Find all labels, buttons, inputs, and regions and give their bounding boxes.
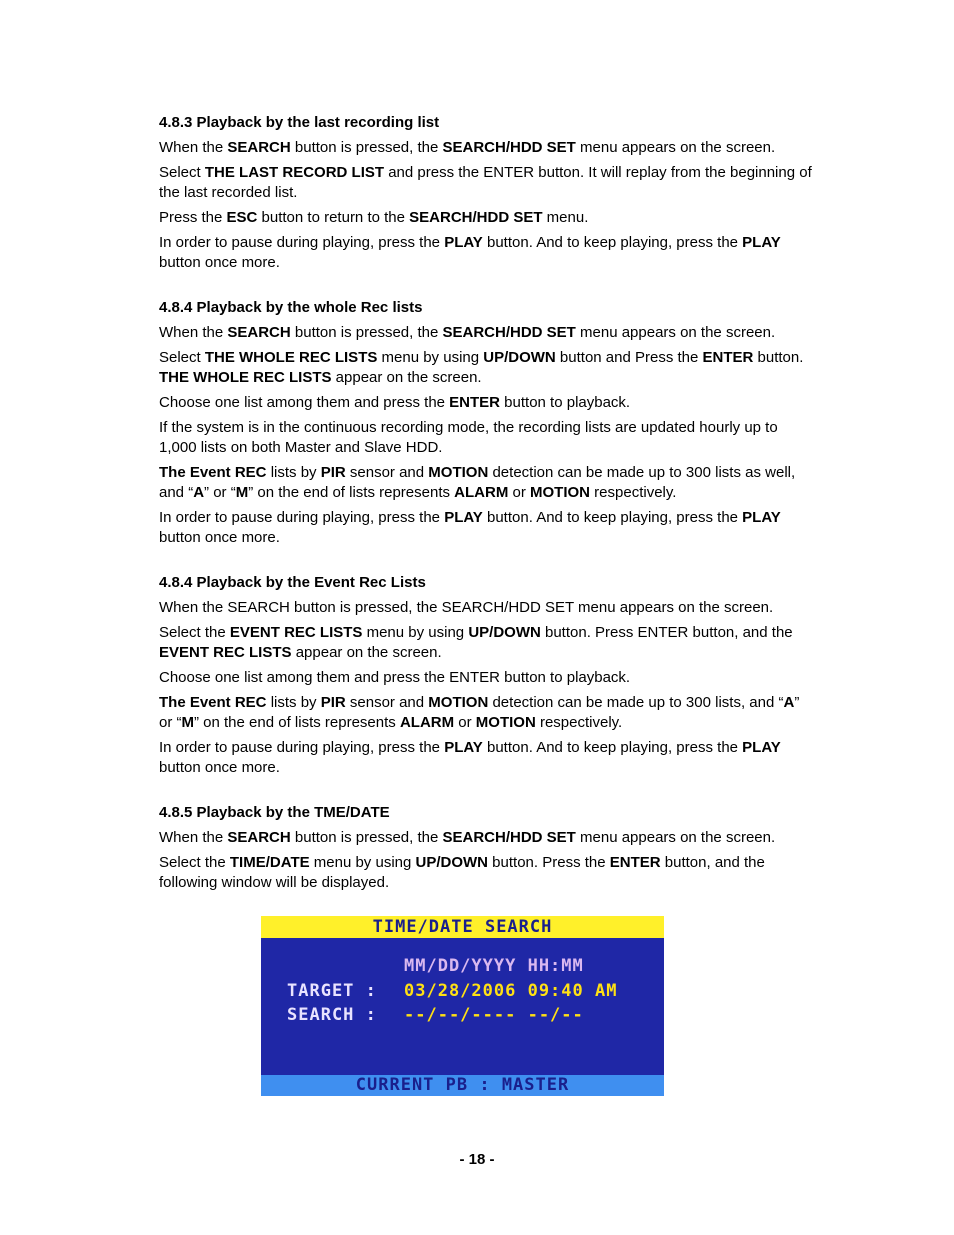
section [159,573,814,778]
paragraph [159,828,814,848]
text: button once more. [159,529,280,546]
osd-target-value: 03/28/2006 09:40 AM [404,981,618,1001]
bold-text: THE LAST RECORD LIST [204,164,385,181]
text: button. And to keep playing, press the [482,509,743,526]
text: When the [159,139,228,156]
paragraph [159,233,814,273]
bold-text: A [783,694,795,711]
text: ” or “ [204,484,236,501]
bold-text: MOTION [530,484,591,501]
bold-text: SEARCH/HDD SET [442,829,576,846]
text: When the [159,324,228,341]
osd-target-label: TARGET : [287,981,377,1001]
text: button to playback. [500,394,631,411]
text: In order to pause during playing, press the [159,739,445,756]
section-title: 4.8.3 Playback by the last recording list [159,114,440,131]
text: lists by [266,694,321,711]
bold-text: PIR [320,694,346,711]
text: appear on the screen. [331,369,482,386]
text: menu appears on the screen. [575,324,776,341]
paragraph [159,323,814,343]
text: Choose one list among them and press the ENTER button to playback. [159,669,631,686]
text: When the SEARCH button is pressed, the SEARCH/HDD SET menu appears on the screen. [159,599,774,616]
osd-format-header: MM/DD/YYYY HH:MM [404,956,584,976]
text: sensor and [345,694,429,711]
osd-search-value: --/--/---- --/-- [404,1005,584,1025]
section-title: 4.8.4 Playback by the Event Rec Lists [159,574,426,591]
bold-text: THE WHOLE REC LISTS [204,349,378,366]
bold-text: PLAY [742,234,781,251]
text: button is pressed, the [290,139,443,156]
text: button. Press the [488,854,610,871]
bold-text: SEARCH [227,324,291,341]
bold-text: PIR [320,464,346,481]
bold-text: MOTION [428,694,489,711]
text: menu by using [309,854,416,871]
section [159,803,814,893]
paragraph [159,693,814,733]
page-number: - 18 - [459,1151,495,1168]
osd-footer: CURRENT PB : MASTER [261,1075,664,1096]
document-body [159,113,814,898]
text: Select [159,349,205,366]
bold-text: A [193,484,205,501]
text: Select the [159,854,230,871]
paragraph [159,623,814,663]
text: menu appears on the screen. [575,139,776,156]
bold-text: SEARCH [227,829,291,846]
bold-text: SEARCH [227,139,291,156]
paragraph [159,598,814,618]
paragraph [159,668,814,688]
text: button. And to keep playing, press the [482,739,743,756]
text: appear on the screen. [291,644,442,661]
text: or [508,484,531,501]
paragraph [159,393,814,413]
text: menu appears on the screen. [575,829,776,846]
section-title: 4.8.5 Playback by the TME/DATE [159,804,390,821]
bold-text: PLAY [444,234,483,251]
bold-text: UP/DOWN [468,624,541,641]
bold-text: PLAY [742,509,781,526]
section [159,113,814,273]
osd-search-label: SEARCH : [287,1005,377,1025]
bold-text: SEARCH/HDD SET [442,139,576,156]
text: button to return to the [257,209,410,226]
bold-text: UP/DOWN [415,854,489,871]
text: menu by using [362,624,469,641]
paragraph [159,163,814,203]
text: button. And to keep playing, press the [482,234,743,251]
bold-text: SEARCH/HDD SET [409,209,543,226]
paragraph [159,138,814,158]
bold-text: The Event REC [159,694,267,711]
time-date-search-screen [261,916,664,1096]
bold-text: EVENT REC LISTS [229,624,363,641]
paragraph [159,853,814,893]
bold-text: THE WHOLE REC LISTS [159,369,332,386]
paragraph [159,208,814,228]
bold-text: ENTER [609,854,661,871]
text: button. [753,349,804,366]
text: In order to pause during playing, press the [159,234,445,251]
text: button. Press ENTER button, and the [540,624,793,641]
paragraph [159,348,814,388]
bold-text: ESC [226,209,258,226]
text: button, and the following window will be displayed. [159,854,765,891]
text: button and Press the [555,349,703,366]
text: Choose one list among them and press the [159,394,450,411]
text: or [454,714,476,731]
bold-text: SEARCH/HDD SET [442,324,576,341]
text: sensor and [345,464,429,481]
text: detection can be made up to 300 lists as well, and “ [159,464,796,501]
bold-text: PLAY [742,739,781,756]
text: ” or “ [159,694,800,731]
paragraph [159,463,814,503]
section [159,298,814,548]
paragraph [159,508,814,548]
paragraph [159,738,814,778]
text: menu. [542,209,589,226]
bold-text: PLAY [444,509,483,526]
text: menu by using [377,349,484,366]
text: button is pressed, the [290,829,443,846]
bold-text: M [181,714,194,731]
bold-text: M [235,484,249,501]
bold-text: EVENT REC LISTS [159,644,292,661]
text: When the [159,829,228,846]
text: If the system is in the continuous recording mode, the recording lists are updated hourly up to 1,000 lists on both Master and Slave HDD. [159,419,778,456]
text: detection can be made up to 300 lists, and “ [488,694,784,711]
paragraph [159,418,814,458]
text: Select [159,164,205,181]
text: ” on the end of lists represents [248,484,455,501]
bold-text: ALARM [454,484,509,501]
bold-text: ENTER [702,349,754,366]
text: lists by [266,464,321,481]
bold-text: MOTION [475,714,536,731]
bold-text: UP/DOWN [483,349,556,366]
text: Select the [159,624,230,641]
text: button once more. [159,759,280,776]
text: button is pressed, the [290,324,443,341]
text: Press the [159,209,227,226]
text: ” on the end of lists represents [194,714,400,731]
bold-text: MOTION [428,464,489,481]
bold-text: TIME/DATE [229,854,310,871]
bold-text: ENTER [449,394,501,411]
text: In order to pause during playing, press the [159,509,445,526]
bold-text: The Event REC [159,464,267,481]
text: button once more. [159,254,280,271]
osd-title: TIME/DATE SEARCH [261,916,664,938]
bold-text: ALARM [399,714,455,731]
text: and press the ENTER button. It will replay from the beginning of the last recorded list. [159,164,812,201]
text: respectively. [535,714,623,731]
section-title: 4.8.4 Playback by the whole Rec lists [159,299,423,316]
bold-text: PLAY [444,739,483,756]
text: respectively. [590,484,677,501]
